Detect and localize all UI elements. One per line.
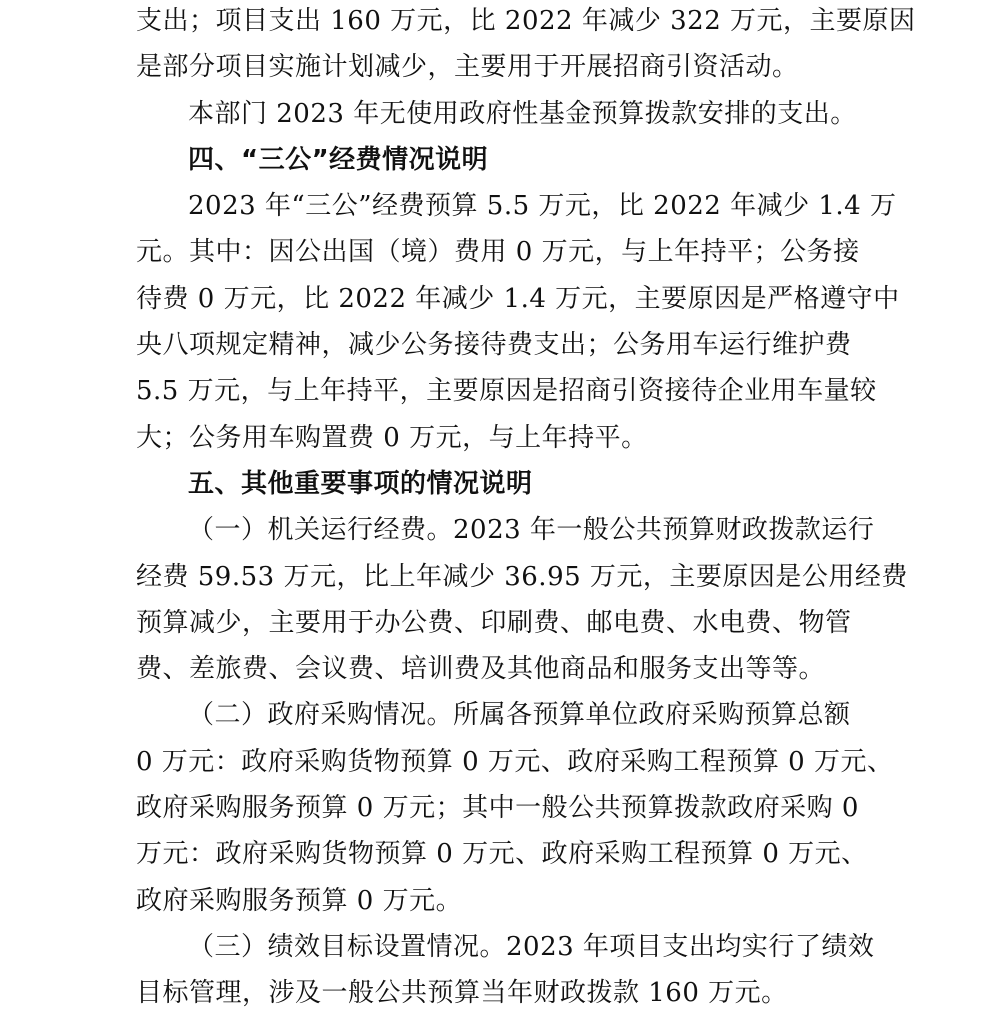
paragraph-line: （二）政府采购情况。所属各预算单位政府采购预算总额 — [188, 700, 851, 731]
paragraph-line: 0 万元：政府采购货物预算 0 万元、政府采购工程预算 0 万元、 — [136, 746, 894, 777]
paragraph-line: 2023 年“三公”经费预算 5.5 万元，比 2022 年减少 1.4 万 — [188, 191, 897, 222]
paragraph-line: 元。其中：因公出国（境）费用 0 万元，与上年持平；公务接 — [136, 237, 860, 268]
section-heading: 四、“三公”经费情况说明 — [188, 144, 489, 175]
paragraph-line: 费、差旅费、会议费、培训费及其他商品和服务支出等等。 — [136, 654, 826, 685]
paragraph-line: 万元：政府采购货物预算 0 万元、政府采购工程预算 0 万元、 — [136, 839, 868, 870]
section-heading: 五、其他重要事项的情况说明 — [188, 468, 533, 499]
paragraph-line: （三）绩效目标设置情况。2023 年项目支出均实行了绩效 — [188, 931, 875, 962]
paragraph-line: 目标管理，涉及一般公共预算当年财政拨款 160 万元。 — [136, 978, 788, 1009]
paragraph-line: 央八项规定精神，减少公务接待费支出；公务用车运行维护费 — [136, 330, 852, 361]
paragraph-line: 政府采购服务预算 0 万元。 — [136, 885, 463, 916]
paragraph-line: 经费 59.53 万元，比上年减少 36.95 万元，主要原因是公用经费 — [136, 561, 908, 592]
paragraph-line: 本部门 2023 年无使用政府性基金预算拨款安排的支出。 — [188, 98, 857, 129]
paragraph-line: 待费 0 万元，比 2022 年减少 1.4 万元，主要原因是严格遵守中 — [136, 283, 900, 314]
document-page — [136, 0, 916, 1017]
paragraph-line: 预算减少，主要用于办公费、印刷费、邮电费、水电费、物管 — [136, 607, 852, 638]
paragraph-line: 政府采购服务预算 0 万元；其中一般公共预算拨款政府采购 0 — [136, 793, 859, 824]
paragraph-line: 5.5 万元，与上年持平，主要原因是招商引资接待企业用车量较 — [136, 376, 877, 407]
paragraph-line: 是部分项目实施计划减少，主要用于开展招商引资活动。 — [136, 52, 799, 83]
paragraph-line: 大；公务用车购置费 0 万元，与上年持平。 — [136, 422, 648, 453]
paragraph-line: （一）机关运行经费。2023 年一般公共预算财政拨款运行 — [188, 515, 875, 546]
paragraph-line: 支出；项目支出 160 万元，比 2022 年减少 322 万元，主要原因 — [136, 6, 916, 36]
